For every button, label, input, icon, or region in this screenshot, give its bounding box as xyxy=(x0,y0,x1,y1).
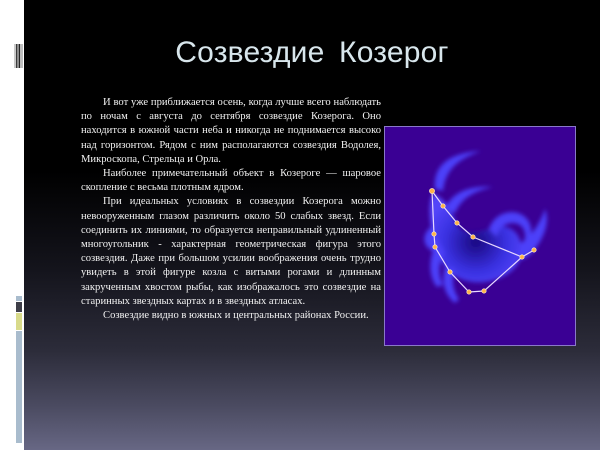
paragraph: Созвездие видно в южных и центральных районах России. xyxy=(103,310,369,322)
left-accent-bar xyxy=(16,331,22,443)
left-accent-bar xyxy=(16,296,22,301)
left-accent-bar xyxy=(16,313,22,330)
paragraph: И вот уже приближается осень, когда лучше всего наблюдать по ночам с августа до сентября созвездие Козерога. Оно находится в южной части неба и никогда не поднимается высоко над горизонтом. Рядом с ним располагаются созвездия Водолея, Микроскопа, Стрельца и Орла. xyxy=(81,97,381,165)
slide-body-text xyxy=(81,96,381,323)
presentation-slide xyxy=(24,0,600,450)
slide-thumbnail-marker xyxy=(14,44,23,68)
paragraph: Наиболее примечательный объект в Козероге — шаровое скопление с весьма плотным ядром. xyxy=(81,168,381,194)
paragraph: При идеальных условиях в созвездии Козерога можно невооруженным глазом различить около 50 слабых звезд. Если соединить их линиями, то образуется неправильный удлиненный многоугольник - характерная геометрическая фигура этого созвездия. Даже при большом усилии воображения очень трудно увидеть в этой фигуре козла с витыми рогами и длинным закрученным хвостом рыбы, как изображалось это созвездие на старинных звездных картах и в звездных атласах. xyxy=(81,196,381,307)
capricorn-figure-icon xyxy=(385,127,575,345)
left-accent-bar xyxy=(16,302,22,312)
capricorn-constellation-image xyxy=(384,126,576,346)
slide-title: Созвездие Козерог xyxy=(175,36,449,69)
